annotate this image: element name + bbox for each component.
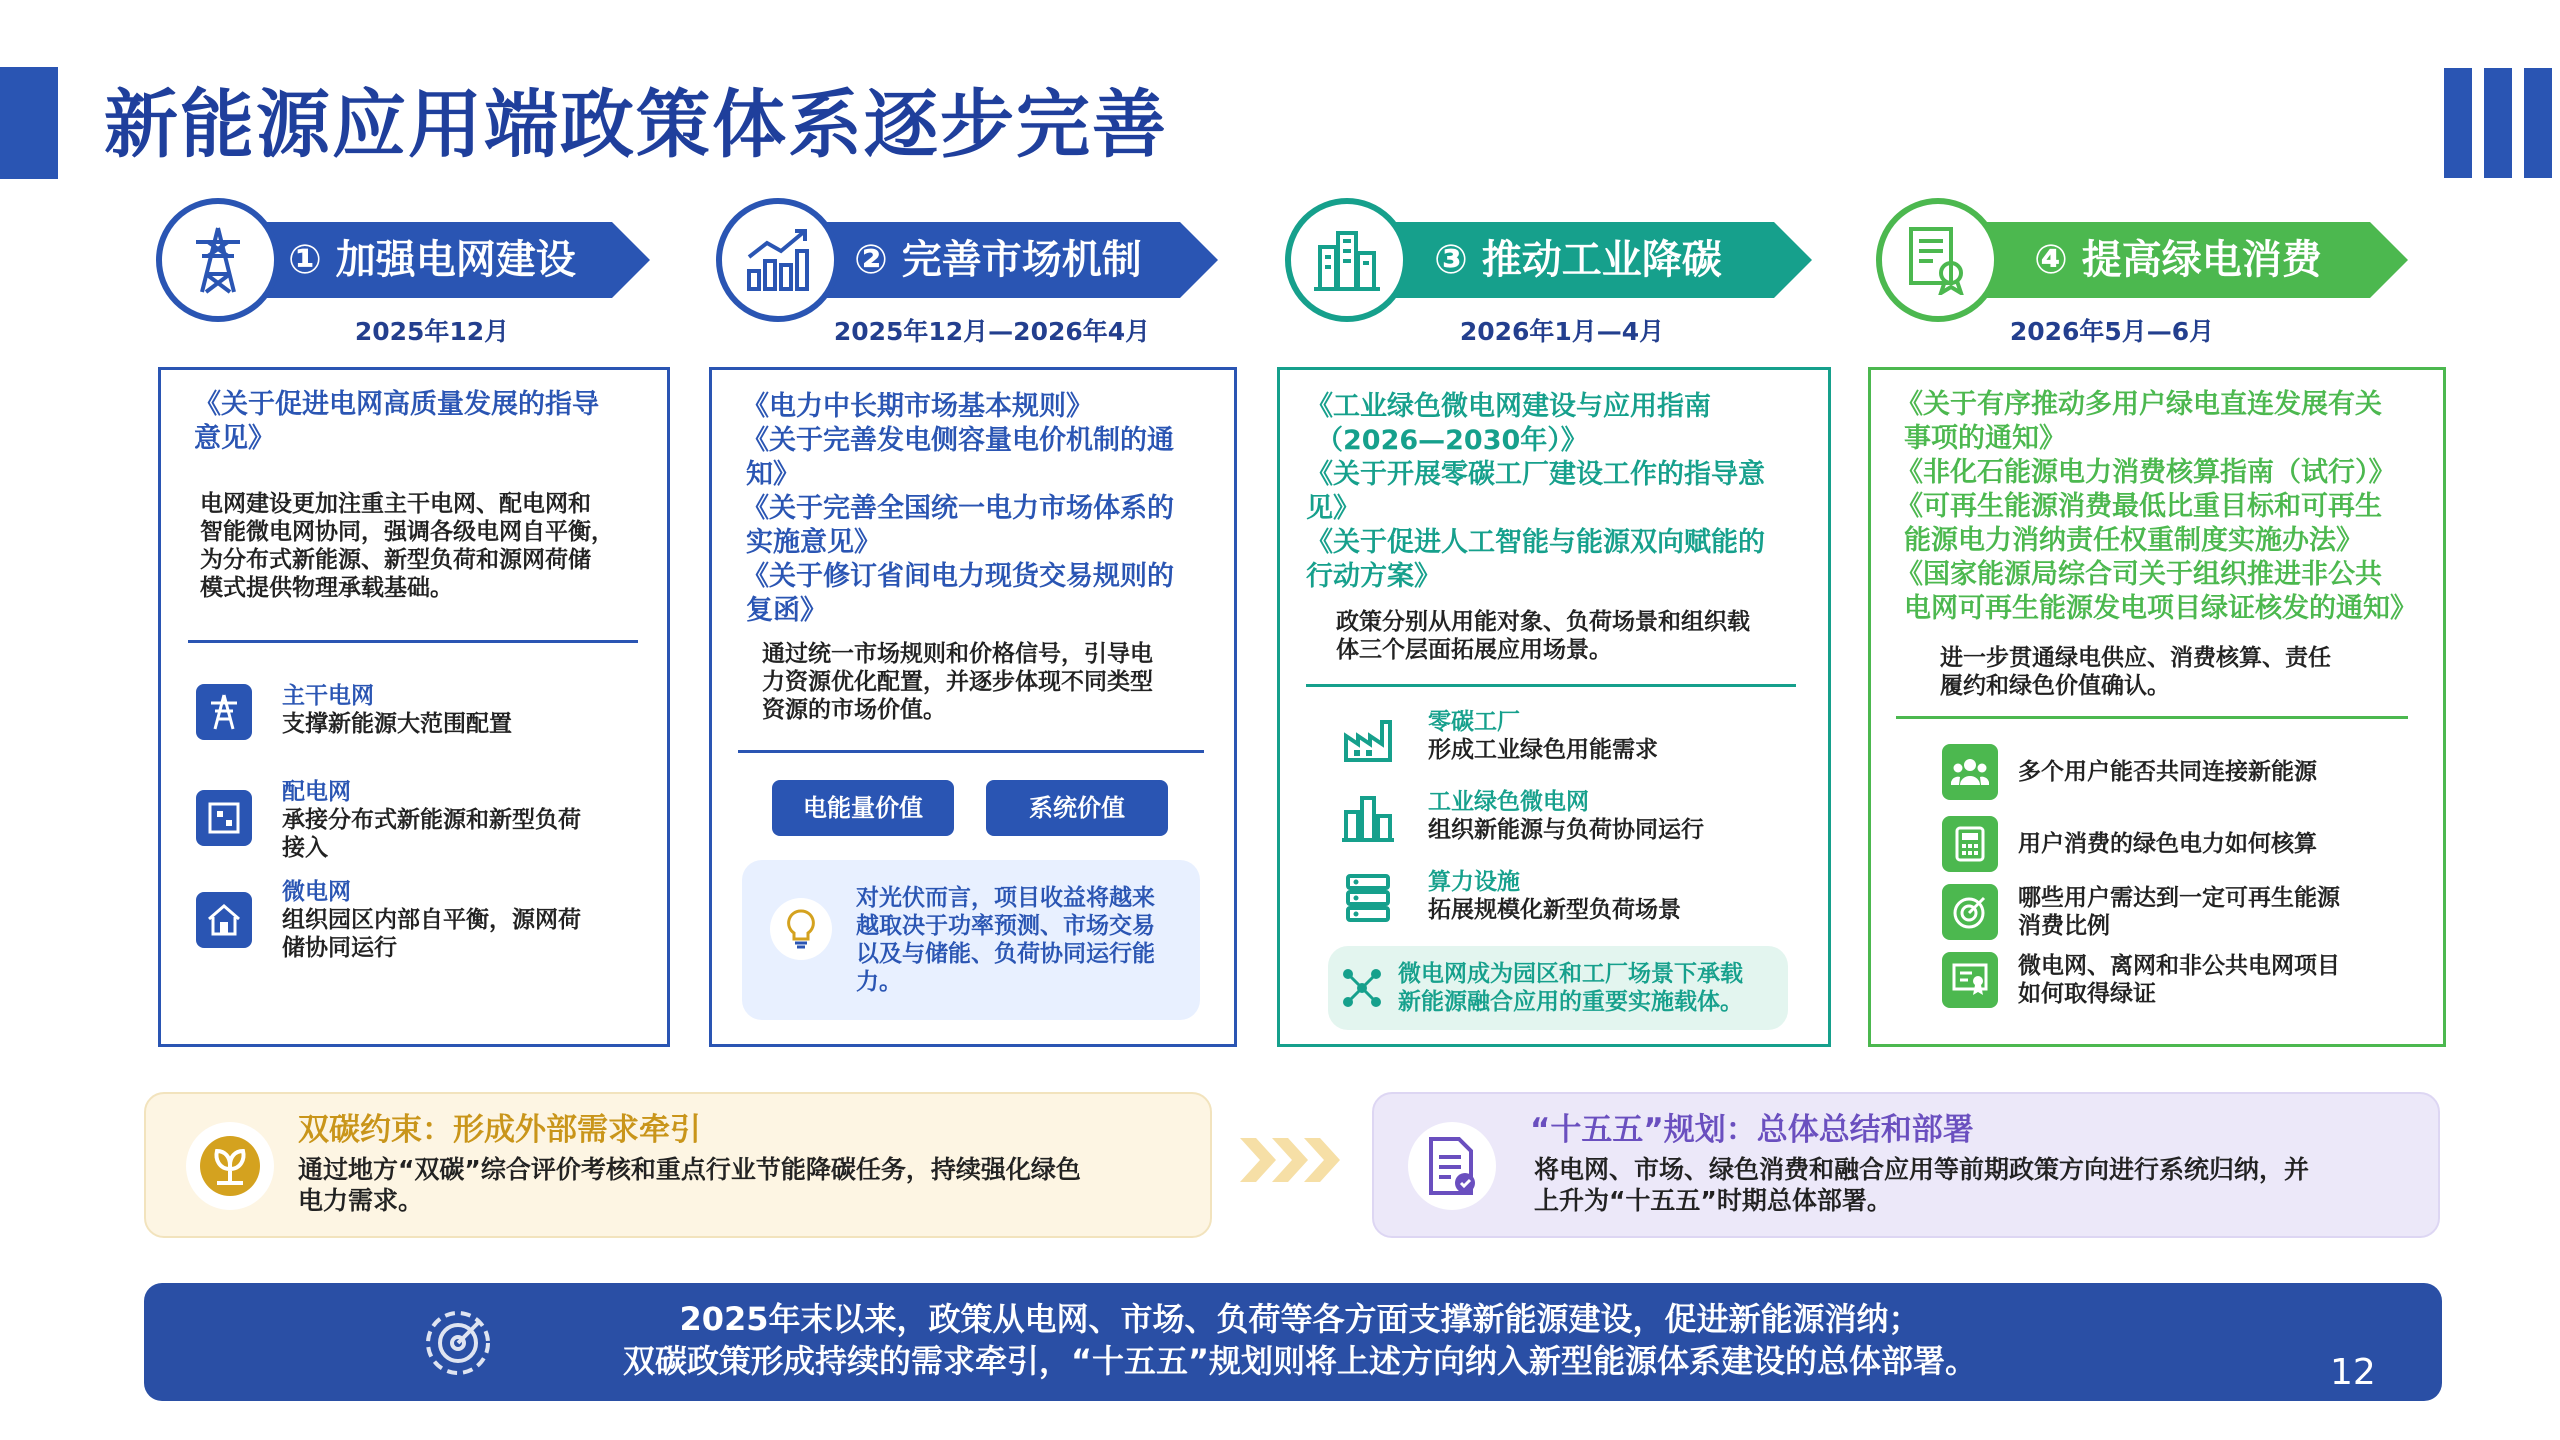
phase-2-doc: 知》 [746, 459, 800, 490]
fifteenth-plan-text: 上升为“十五五”时期总体部署。 [1534, 1186, 1892, 1215]
phase-2-note: 越取决于功率预测、市场交易 [856, 913, 1155, 939]
grid-box-icon [196, 790, 252, 846]
certificate-icon [1905, 225, 1971, 295]
phase-3-date: 2026年1月—4月 [1459, 317, 1665, 346]
calculator-icon [1942, 816, 1998, 872]
energy-value-button[interactable]: 电能量价值 [772, 780, 954, 836]
phase-1-circle [156, 198, 280, 322]
phase-1-desc: 模式提供物理承载基础。 [200, 575, 453, 601]
phase-2-doc: 《关于修订省间电力现货交易规则的 [742, 561, 1174, 592]
fifteenth-plan-text: 将电网、市场、绿色消费和融合应用等前期政策方向进行系统归纳，并 [1534, 1155, 2310, 1184]
phase-2-title: ② 完善市场机制 [854, 237, 1142, 283]
phase-2-doc: 《关于完善全国统一电力市场体系的 [742, 493, 1174, 524]
network-nodes-icon [1340, 966, 1384, 1010]
leaf-badge-icon [186, 1122, 274, 1210]
summary-line: 2025年末以来，政策从电网、市场、负荷等各方面支撑新能源建设，促进新能源消纳； [679, 1300, 1921, 1338]
phase-4-doc: 《可再生能源消费最低比重目标和可再生 [1896, 491, 2382, 522]
phase-4-doc: 《非化石能源电力消费核算指南（试行）》 [1896, 457, 2396, 488]
phase-2-doc: 《关于完善发电侧容量电价机制的通 [742, 425, 1174, 456]
phase-2-desc: 资源的市场价值。 [762, 697, 946, 723]
system-value-button[interactable]: 系统价值 [986, 780, 1168, 836]
page-title: 新能源应用端政策体系逐步完善 [104, 82, 1168, 168]
phase-3-item-title: 工业绿色微电网 [1428, 789, 1589, 815]
dual-carbon-text: 电力需求。 [298, 1186, 424, 1215]
dual-carbon-text: 通过地方“双碳”综合评价考核和重点行业节能降碳任务，持续强化绿色 [298, 1155, 1081, 1184]
microgrid-buildings-icon [1340, 790, 1396, 846]
phase-3-item-desc: 组织新能源与负荷协同运行 [1428, 817, 1704, 843]
divider [1306, 684, 1796, 687]
phase-1-item-desc: 支撑新能源大范围配置 [282, 711, 512, 737]
house-icon [196, 892, 252, 948]
phase-4-desc: 履约和绿色价值确认。 [1940, 673, 2170, 699]
phase-1-item-title: 主干电网 [282, 683, 374, 709]
tower-icon [196, 684, 252, 740]
phase-2-circle [716, 198, 840, 322]
server-icon [1340, 870, 1396, 926]
phase-2-doc: 复函》 [746, 595, 827, 626]
phase-3-item-title: 算力设施 [1428, 869, 1520, 895]
bar-chart-growth-icon [743, 227, 813, 293]
phase-4-doc: 能源电力消纳责任权重制度实施办法》 [1904, 525, 2363, 556]
phase-4-title: ④ 提高绿电消费 [2034, 237, 2322, 283]
divider [738, 750, 1204, 753]
dual-carbon-title: 双碳约束：形成外部需求牵引 [298, 1112, 701, 1148]
phase-3-doc: 《关于促进人工智能与能源双向赋能的 [1306, 527, 1765, 558]
phase-1-desc: 电网建设更加注重主干电网、配电网和 [200, 491, 591, 517]
phase-3-item-desc: 拓展规模化新型负荷场景 [1428, 897, 1681, 923]
phase-1-doc: 意见》 [194, 423, 275, 454]
phase-3-note: 新能源融合应用的重要实施载体。 [1398, 989, 1743, 1015]
divider [188, 640, 638, 643]
phase-4-circle [1876, 198, 2000, 322]
phase-3-doc: （2026—2030年）》 [1316, 425, 1588, 456]
summary-line: 双碳政策形成持续的需求牵引，“十五五”规划则将上述方向纳入新型能源体系建设的总体部署。 [622, 1342, 1978, 1380]
phase-4-item-desc: 多个用户能否共同连接新能源 [2018, 759, 2317, 785]
phase-1-item-title: 微电网 [282, 879, 351, 905]
phase-1-desc: 智能微电网协同，强调各级电网自平衡， [200, 519, 614, 545]
phase-2-doc: 《电力中长期市场基本规则》 [742, 391, 1093, 422]
phase-2-note: 以及与储能、负荷协同运行能 [856, 941, 1155, 967]
phase-4-doc: 《关于有序推动多用户绿电直连发展有关 [1896, 389, 2382, 420]
phase-4-desc: 进一步贯通绿电供应、消费核算、责任 [1940, 645, 2331, 671]
phase-3-item-title: 零碳工厂 [1428, 709, 1520, 735]
document-plan-icon [1408, 1122, 1496, 1210]
transmission-tower-icon [186, 224, 250, 296]
phase-1-item-desc: 接入 [282, 835, 328, 861]
green-certificate-icon [1942, 952, 1998, 1008]
phase-3-desc: 政策分别从用能对象、负荷场景和组织载 [1336, 609, 1750, 635]
factory-icon [1340, 710, 1396, 766]
phase-4-date: 2026年5月—6月 [2009, 317, 2215, 346]
phase-2-note: 力。 [856, 969, 902, 995]
phase-1-doc: 《关于促进电网高质量发展的指导 [194, 389, 599, 420]
phase-4-doc: 事项的通知》 [1904, 423, 2066, 454]
phase-1-item-desc: 承接分布式新能源和新型负荷 [282, 807, 581, 833]
fifteenth-plan-title: “十五五”规划：总体总结和部署 [1530, 1112, 1974, 1148]
phase-3-note: 微电网成为园区和工厂场景下承载 [1398, 961, 1743, 987]
phase-1-item-desc: 储协同运行 [282, 935, 397, 961]
phase-2-desc: 通过统一市场规则和价格信号，引导电 [762, 641, 1153, 667]
phase-3-doc: 行动方案》 [1306, 561, 1441, 592]
divider [1896, 716, 2408, 719]
phase-3-doc: 《关于开展零碳工厂建设工作的指导意 [1306, 459, 1765, 490]
phase-1-desc: 为分布式新能源、新型负荷和源网荷储 [200, 547, 591, 573]
phase-2-note: 对光伏而言，项目收益将越来 [856, 885, 1155, 911]
phase-1-date: 2025年12月 [354, 317, 510, 346]
target-icon [1942, 884, 1998, 940]
phase-4-doc: 电网可再生能源发电项目绿证核发的通知》 [1904, 593, 2417, 624]
phase-4-item-desc: 哪些用户需达到一定可再生能源 [2018, 885, 2340, 911]
lightbulb-icon [770, 898, 832, 960]
phase-3-title: ③ 推动工业降碳 [1434, 237, 1722, 283]
phase-3-doc: 见》 [1306, 493, 1360, 524]
phase-3-circle [1285, 198, 1409, 322]
decor-bar [2444, 68, 2472, 178]
phase-3-doc: 《工业绿色微电网建设与应用指南 [1306, 391, 1711, 422]
phase-4-item-desc: 微电网、离网和非公共电网项目 [2018, 953, 2340, 979]
title-accent-bar [0, 67, 58, 179]
phase-2-doc: 实施意见》 [746, 527, 881, 558]
phase-4-item-desc: 消费比例 [2018, 913, 2110, 939]
phase-2-desc: 力资源优化配置，并逐步体现不同类型 [762, 669, 1153, 695]
phase-4-doc: 《国家能源局综合司关于组织推进非公共 [1896, 559, 2382, 590]
page-number: 12 [2330, 1352, 2376, 1393]
users-group-icon [1942, 744, 1998, 800]
phase-3-item-desc: 形成工业绿色用能需求 [1428, 737, 1658, 763]
phase-4-item-desc: 用户消费的绿色电力如何核算 [2018, 831, 2317, 857]
phase-1-title: ① 加强电网建设 [288, 237, 576, 283]
decor-bar [2484, 68, 2512, 178]
phase-1-item-desc: 组织园区内部自平衡，源网荷 [282, 907, 581, 933]
phase-2-date: 2025年12月—2026年4月 [833, 317, 1151, 346]
buildings-icon [1312, 227, 1382, 293]
phase-4-item-desc: 如何取得绿证 [2018, 981, 2156, 1007]
decor-bar [2524, 68, 2552, 178]
phase-3-desc: 体三个层面拓展应用场景。 [1336, 637, 1612, 663]
chevrons-right-icon [1236, 1134, 1346, 1186]
phase-1-item-title: 配电网 [282, 779, 351, 805]
